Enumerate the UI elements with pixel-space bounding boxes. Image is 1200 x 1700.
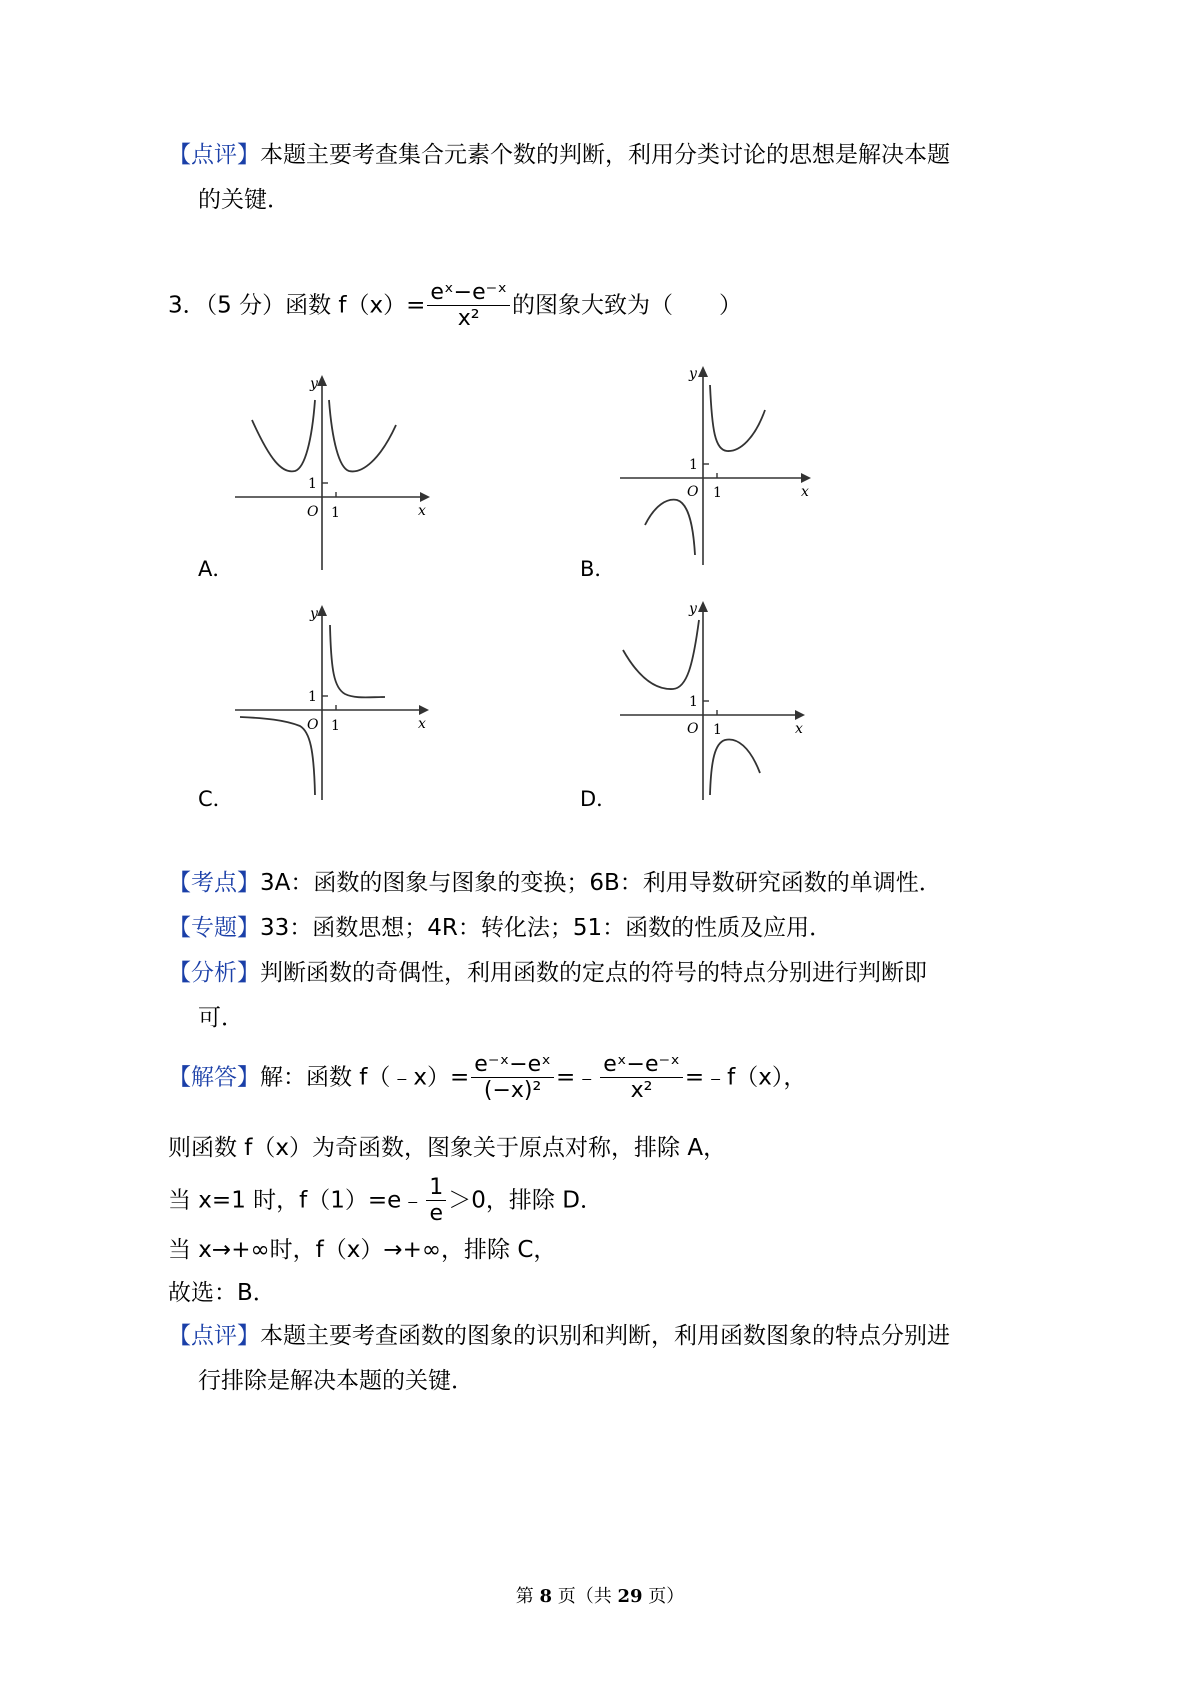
review-line1: 【点评】本题主要考查函数的图象的识别和判断，利用函数图象的特点分别进 <box>168 1323 950 1349</box>
svg-text:O: O <box>687 721 699 737</box>
option-b-graph <box>615 360 825 570</box>
option-a-label: A． <box>198 557 234 581</box>
kaodian-tag: 【考点】 <box>168 870 260 896</box>
fenxi-line1: 【分析】判断函数的奇偶性，利用函数的定点的符号的特点分别进行判断即 <box>168 960 927 986</box>
review-line2: 行排除是解决本题的关键． <box>198 1368 474 1394</box>
jieda-line5: 故选：B． <box>168 1280 276 1306</box>
svg-text:1: 1 <box>331 505 340 521</box>
fenxi-tag: 【分析】 <box>168 960 260 986</box>
svg-text:y: y <box>310 606 318 622</box>
svg-text:y: y <box>689 366 697 382</box>
svg-text:1: 1 <box>713 722 722 738</box>
kaodian-line: 【考点】3A：函数的图象与图象的变换；6B：利用导数研究函数的单调性． <box>168 870 942 896</box>
jieda-fraction-2: $\frac{\text{eˣ−e⁻ˣ}}{\text{x²}}$ <box>600 1052 683 1104</box>
option-c-label: C． <box>198 787 234 811</box>
svg-text:x: x <box>418 503 426 519</box>
svg-text:x: x <box>795 721 803 737</box>
option-d-label: D． <box>580 787 618 811</box>
total-pages: 29 <box>617 1586 643 1607</box>
jieda-tag: 【解答】 <box>168 1064 260 1091</box>
svg-text:y: y <box>310 376 318 392</box>
page-footer: 第 8 页（共 29 页） <box>515 1586 685 1607</box>
fenxi-line2: 可． <box>198 1005 244 1031</box>
review-prev-line2: 的关键． <box>198 187 290 213</box>
svg-text:1: 1 <box>689 457 698 473</box>
option-c-graph <box>230 600 440 805</box>
zhuanti-tag: 【专题】 <box>168 915 260 941</box>
svg-text:1: 1 <box>331 718 340 734</box>
jieda-line1: 【解答】解：函数 f（﹣x）= $\frac{\text{e⁻ˣ−eˣ}}{\text{(−x)²}}$ =﹣ $\frac{\text{eˣ−e⁻ˣ}}{\text{x²}}$ =﹣f（x）， <box>168 1052 807 1104</box>
jieda-line3: 当 x=1 时，f（1）=e﹣ $\frac{1}{e}$ ＞0，排除 D． <box>168 1175 603 1227</box>
svg-text:O: O <box>307 717 319 733</box>
svg-text:1: 1 <box>713 485 722 501</box>
jieda-fraction-1: $\frac{\text{e⁻ˣ−eˣ}}{\text{(−x)²}}$ <box>471 1052 554 1104</box>
option-a-graph <box>230 370 440 575</box>
jieda-fraction-3: $\frac{1}{e}$ <box>426 1175 446 1227</box>
svg-text:y: y <box>689 601 697 617</box>
svg-text:1: 1 <box>689 694 698 710</box>
svg-text:O: O <box>307 504 319 520</box>
svg-text:x: x <box>418 716 426 732</box>
current-page: 8 <box>539 1586 552 1607</box>
question-stem: 3．（5 分）函数 f（x）= $\frac{\text{eˣ−e⁻ˣ}}{\text{x²}}$ 的图象大致为（ ） <box>168 280 743 332</box>
jieda-line2: 则函数 f（x）为奇函数，图象关于原点对称，排除 A， <box>168 1135 727 1161</box>
svg-text:1: 1 <box>308 476 317 492</box>
svg-text:x: x <box>801 484 809 500</box>
option-d-graph <box>615 595 825 805</box>
jieda-line4: 当 x→+∞时，f（x）→+∞，排除 C， <box>168 1237 557 1263</box>
zhuanti-line: 【专题】33：函数思想；4R：转化法；51：函数的性质及应用． <box>168 915 833 941</box>
review-prev-tag: 【点评】 <box>168 142 260 168</box>
svg-text:O: O <box>687 484 699 500</box>
question-fraction: $\frac{\text{eˣ−e⁻ˣ}}{\text{x²}}$ <box>427 280 510 332</box>
option-b-label: B． <box>580 557 616 581</box>
review-tag: 【点评】 <box>168 1323 260 1349</box>
svg-text:1: 1 <box>308 689 317 705</box>
review-prev-line1: 【点评】本题主要考查集合元素个数的判断，利用分类讨论的思想是解决本题 <box>168 142 950 168</box>
